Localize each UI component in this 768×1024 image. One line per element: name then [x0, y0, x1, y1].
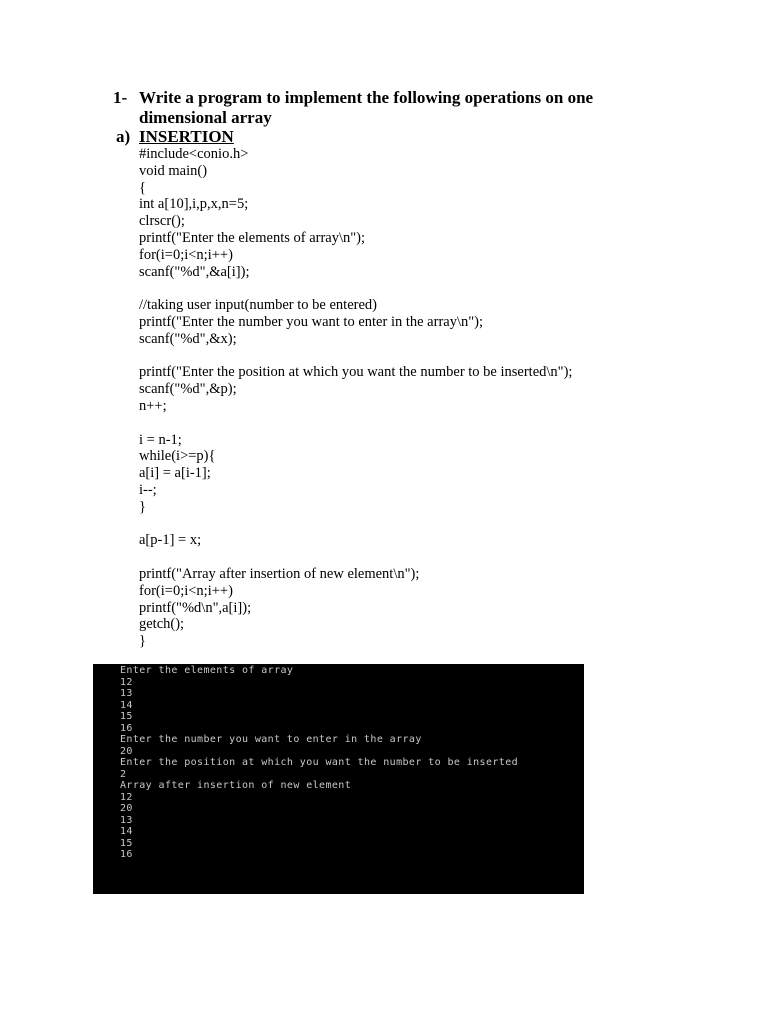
code-line — [139, 280, 572, 297]
code-line — [139, 516, 572, 533]
code-line: scanf("%d",&a[i]); — [139, 263, 250, 280]
code-line: printf("Enter the position at which you want the number to be inserted\n"); — [139, 364, 573, 381]
console-line: 14 — [120, 826, 133, 837]
code-line: //taking user input(number to be entered) — [139, 297, 377, 314]
code-line: i--; — [139, 481, 157, 498]
console-line: 13 — [120, 688, 133, 699]
console-line: 16 — [120, 722, 133, 734]
code-line — [139, 415, 572, 432]
code-line: printf("Enter the elements of array\n"); — [139, 229, 366, 246]
code-line: printf("%d\n",a[i]); — [139, 599, 252, 616]
code-line: printf("Array after insertion of new element\n"); — [139, 565, 420, 582]
code-line: for(i=0;i<n;i++) — [139, 246, 233, 263]
section-title: INSERTION — [139, 127, 234, 146]
console-line: Enter the number you want to enter in the array — [120, 734, 422, 745]
question-title-line-2: dimensional array — [139, 108, 272, 127]
section-letter: a) — [116, 127, 131, 146]
code-line: scanf("%d",&x); — [139, 330, 237, 347]
code-line: #include<conio.h> — [139, 146, 249, 162]
console-line: 15 — [120, 837, 133, 849]
console-line: 12 — [120, 676, 133, 688]
console-line: Array after insertion of new element — [120, 780, 352, 791]
console-line: Enter the position at which you want the number to be inserted — [120, 757, 519, 768]
console-line: 20 — [120, 745, 133, 757]
code-line: } — [139, 498, 146, 515]
console-line: 16 — [120, 849, 133, 860]
code-line: void main() — [139, 162, 208, 179]
code-line: int a[10],i,p,x,n=5; — [139, 196, 249, 213]
code-line: n++; — [139, 397, 167, 414]
console-line: 15 — [120, 711, 133, 722]
question-number: 1- — [113, 88, 128, 107]
code-line: a[i] = a[i-1]; — [139, 465, 211, 482]
code-line: printf("Enter the number you want to enter in the array\n"); — [139, 313, 484, 330]
code-line: while(i>=p){ — [139, 448, 216, 465]
code-line: { — [139, 179, 146, 196]
console-line: 14 — [120, 699, 133, 711]
console-output-screenshot — [93, 664, 584, 894]
code-line: a[p-1] = x; — [139, 532, 202, 549]
code-line — [139, 348, 572, 365]
console-output-lines — [120, 665, 518, 861]
console-line: 13 — [120, 814, 133, 826]
code-line: } — [139, 633, 146, 650]
console-line: 20 — [120, 803, 133, 814]
question-title-line-1: Write a program to implement the following operations on one — [139, 88, 594, 107]
console-line: Enter the elements of array — [120, 665, 294, 676]
code-line: getch(); — [139, 616, 185, 633]
console-line: 2 — [120, 768, 127, 780]
code-line: scanf("%d",&p); — [139, 381, 237, 398]
console-line: 12 — [120, 791, 133, 803]
code-line: i = n-1; — [139, 431, 182, 448]
code-line: clrscr(); — [139, 213, 185, 230]
code-listing — [139, 146, 572, 650]
code-line: for(i=0;i<n;i++) — [139, 582, 233, 599]
code-line — [139, 549, 572, 566]
